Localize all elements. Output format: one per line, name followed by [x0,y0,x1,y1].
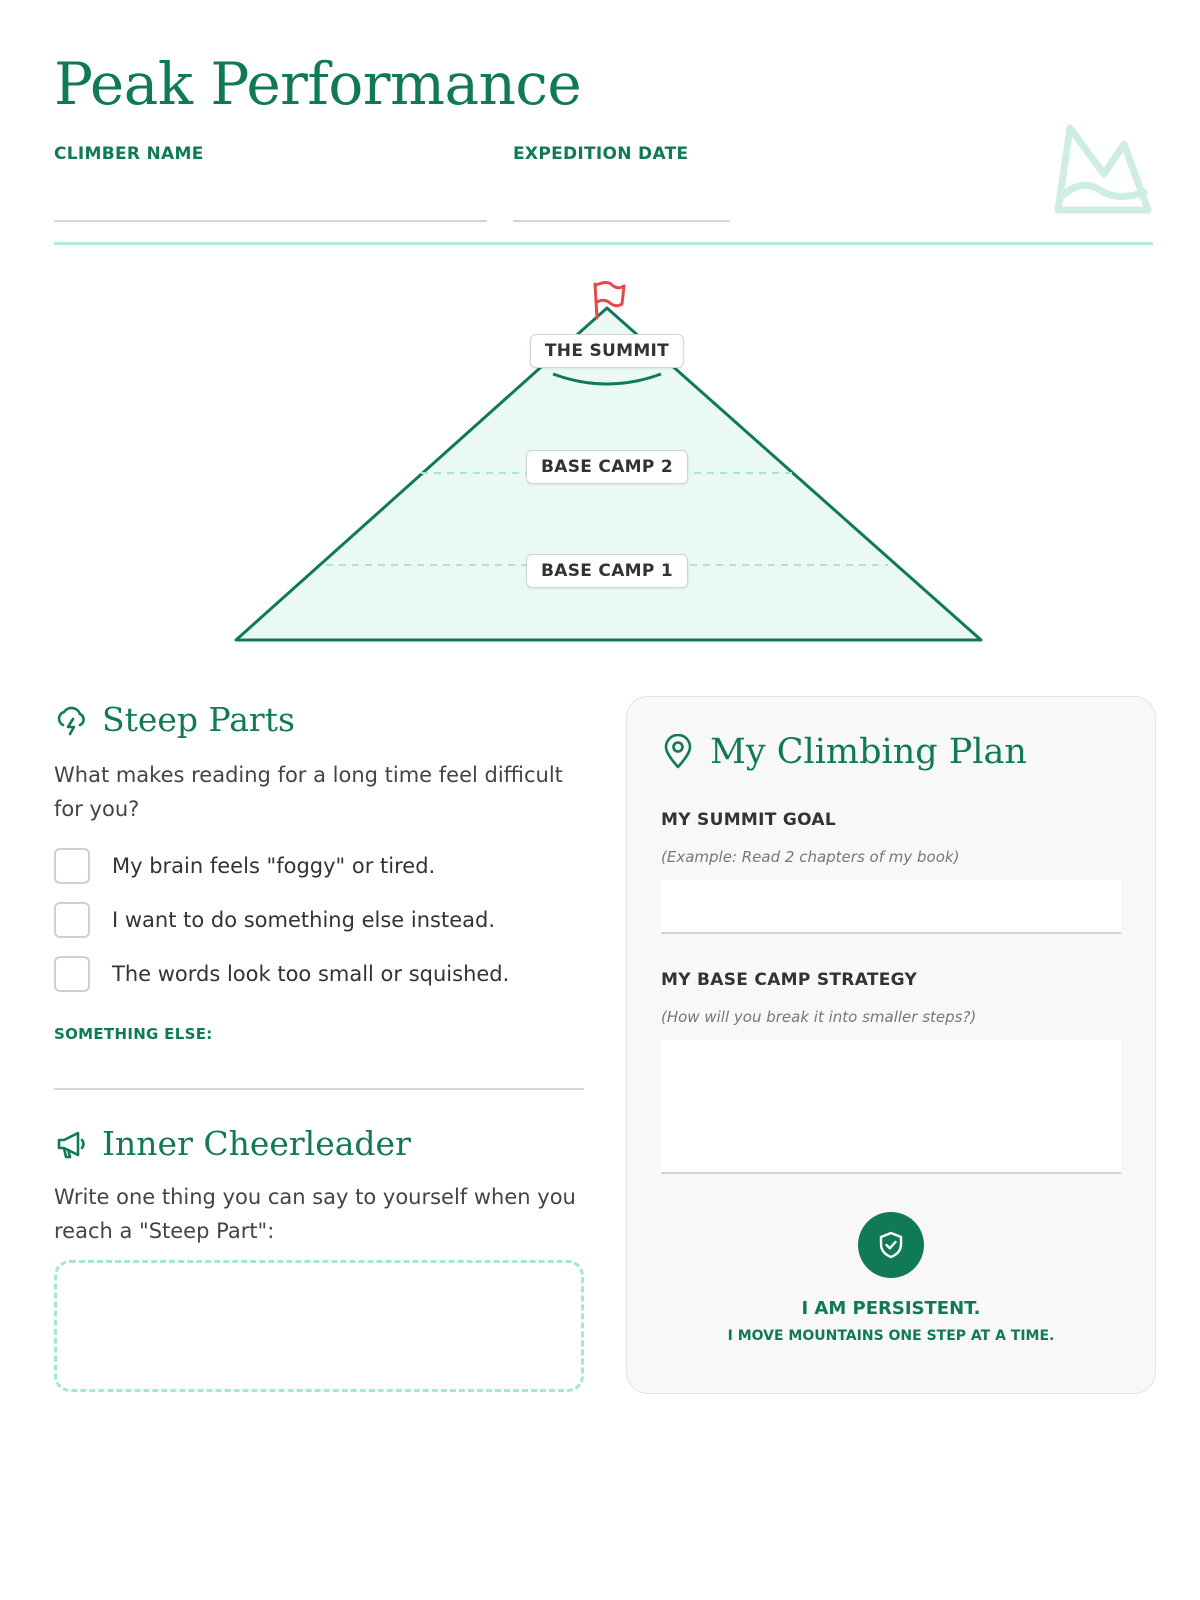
base-camp-1-label: BASE CAMP 1 [526,554,688,588]
checkbox[interactable] [54,956,90,992]
base-camp-2-label: BASE CAMP 2 [526,450,688,484]
shield-check-icon [876,1230,906,1260]
mantra-title: I AM PERSISTENT. [801,1298,981,1319]
climber-name-label: CLIMBER NAME [54,144,204,164]
inner-cheerleader-heading [54,1124,411,1163]
map-pin-icon [662,734,694,770]
mountain-diagram [0,280,1200,650]
summit-goal-label: MY SUMMIT GOAL [661,810,837,830]
storm-cloud-icon [54,703,88,737]
base-camp-strategy-field[interactable] [661,1040,1121,1174]
something-else-field[interactable] [54,1088,584,1090]
steep-option-3[interactable] [54,956,509,992]
climbing-plan-title: My Climbing Plan [710,732,1027,772]
mountain-logo-icon [1052,122,1152,216]
summit-label: THE SUMMIT [530,334,684,368]
expedition-date-label: EXPEDITION DATE [513,144,689,164]
header-divider [54,242,1153,245]
steep-parts-title: Steep Parts [102,700,295,739]
page-title: Peak Performance [54,50,582,118]
steep-parts-prompt: What makes reading for a long time feel difficult for you? [54,763,563,821]
inner-cheerleader-title: Inner Cheerleader [102,1124,411,1163]
summit-goal-hint: (Example: Read 2 chapters of my book) [661,848,960,866]
megaphone-icon [54,1127,88,1161]
steep-parts-heading [54,700,295,739]
option-label: I want to do something else instead. [112,908,496,932]
checkbox[interactable] [54,848,90,884]
summit-goal-field[interactable] [661,880,1121,934]
checkbox[interactable] [54,902,90,938]
base-camp-strategy-hint: (How will you break it into smaller steps?) [661,1008,977,1026]
steep-option-1[interactable] [54,848,435,884]
climber-name-field[interactable] [54,220,487,222]
base-camp-strategy-label: MY BASE CAMP STRATEGY [661,970,918,990]
persistence-badge [858,1212,924,1278]
steep-option-2[interactable] [54,902,495,938]
mantra-subtitle: I MOVE MOUNTAINS ONE STEP AT A TIME. [727,1328,1055,1344]
cheerleader-writing-box[interactable] [54,1260,584,1392]
option-label: My brain feels "foggy" or tired. [112,854,436,878]
option-label: The words look too small or squished. [112,962,510,986]
inner-cheerleader-prompt: Write one thing you can say to yourself when you reach a "Steep Part": [54,1185,576,1243]
something-else-label: SOMETHING ELSE: [54,1025,213,1043]
expedition-date-field[interactable] [513,220,730,222]
climbing-plan-heading [662,732,1027,772]
